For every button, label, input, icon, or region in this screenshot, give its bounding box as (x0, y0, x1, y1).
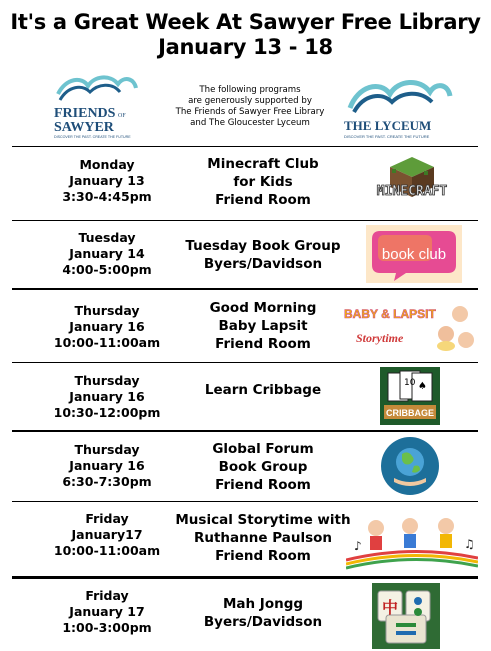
event-title-line: Friend Room (215, 477, 311, 493)
friends-of-sawyer-logo (48, 72, 140, 142)
lyceum-logo-tagline: DISCOVER THE PAST. CREATE THE FUTURE (344, 134, 430, 139)
event-title-line: Baby Lapsit (218, 318, 308, 334)
event-row (0, 221, 491, 288)
sponsor-header (0, 68, 491, 146)
event-title-line: Good Morning (209, 300, 317, 316)
svg-text:♠: ♠ (418, 381, 427, 392)
event-time: 1:00-3:00pm (62, 620, 152, 635)
event-date-text: January 13 (69, 173, 145, 188)
event-date (42, 588, 172, 636)
event-day: Tuesday (78, 230, 136, 245)
lyceum-logo-name: THE LYCEUM (344, 118, 432, 133)
event-title-line: Global Forum (212, 441, 314, 457)
event-title-line: Minecraft Club (207, 156, 319, 172)
event-day: Friday (85, 511, 129, 526)
page-title: It's a Great Week At Sawyer Free Library (10, 10, 481, 34)
event-row (0, 579, 491, 651)
event-row (0, 502, 491, 576)
event-title-line: Friend Room (215, 548, 311, 564)
event-title (158, 595, 368, 631)
event-title (158, 381, 368, 399)
event-day: Thursday (74, 442, 140, 457)
event-day: Thursday (74, 303, 140, 318)
support-line: are generously supported by (188, 96, 312, 106)
event-time: 10:00-11:00am (53, 335, 161, 350)
svg-text:♪: ♪ (354, 539, 362, 553)
book-club-image (366, 225, 462, 283)
event-row (0, 147, 491, 220)
event-date (42, 303, 172, 351)
cribbage-image (380, 367, 440, 425)
friends-logo-of: OF (118, 113, 126, 119)
event-title-line: Tuesday Book Group (185, 238, 341, 254)
friends-logo-word1: FRIENDS (54, 106, 116, 121)
event-title (158, 237, 368, 273)
baby-lapsit-storytime-image (342, 300, 476, 354)
lapsit-image-subtitle: Storytime (356, 331, 404, 345)
event-title-line: Mah Jongg (222, 596, 304, 612)
event-title-line: Byers/Davidson (203, 614, 323, 630)
event-date-text: January 16 (69, 319, 145, 334)
lapsit-image-title: BABY & LAPSIT (344, 307, 436, 321)
event-row (0, 290, 491, 362)
sponsorship-note (168, 85, 332, 129)
globe-in-hand-image (380, 436, 440, 496)
event-date-text: January 16 (69, 389, 145, 404)
mahjong-tiles-image (372, 583, 440, 649)
singing-children-image (346, 514, 478, 570)
event-day: Monday (79, 157, 135, 172)
event-day: Thursday (74, 373, 140, 388)
event-title-line: Musical Storytime with (175, 512, 351, 528)
event-time: 10:30-12:00pm (53, 405, 161, 420)
event-title-line: Byers/Davidson (203, 256, 323, 272)
event-title (158, 155, 368, 209)
event-date-text: January17 (71, 527, 143, 542)
svg-text:10: 10 (404, 378, 416, 388)
event-title-line: Learn Cribbage (204, 382, 322, 398)
event-date-text: January 17 (69, 604, 145, 619)
book-club-text: book club (381, 246, 447, 263)
svg-text:中: 中 (381, 598, 399, 617)
event-time: 10:00-11:00am (53, 543, 161, 558)
event-day: Friday (85, 588, 129, 603)
event-title-line: Friend Room (215, 192, 311, 208)
event-date (42, 442, 172, 490)
friends-logo-word2: SAWYER (54, 120, 114, 135)
minecraft-logo-text: MINECRAFT (376, 184, 448, 199)
event-date (42, 511, 172, 559)
event-date (42, 373, 172, 421)
event-title (158, 440, 368, 494)
friends-logo-tagline: DISCOVER THE PAST. CREATE THE FUTURE (54, 135, 131, 139)
event-date-text: January 14 (69, 246, 145, 261)
minecraft-logo-image (368, 155, 456, 207)
event-title-line: Ruthanne Paulson (193, 530, 333, 546)
lyceum-logo (336, 72, 456, 142)
event-title-line: Book Group (218, 459, 308, 475)
support-line: and The Gloucester Lyceum (190, 118, 310, 128)
event-title (158, 511, 368, 565)
support-line: The Friends of Sawyer Free Library (175, 107, 325, 117)
event-row (0, 363, 491, 430)
event-title-line: for Kids (233, 174, 293, 190)
event-date (42, 157, 172, 205)
cribbage-image-text: CRIBBAGE (385, 408, 435, 418)
event-date (42, 230, 172, 278)
event-row (0, 432, 491, 501)
svg-text:♫: ♫ (464, 537, 475, 551)
event-title-line: Friend Room (215, 336, 311, 352)
support-line: The following programs (199, 85, 301, 95)
event-time: 3:30-4:45pm (62, 189, 152, 204)
event-title (158, 299, 368, 353)
page-subtitle-dates: January 13 - 18 (158, 35, 333, 59)
event-time: 6:30-7:30pm (62, 474, 152, 489)
event-date-text: January 16 (69, 458, 145, 473)
event-time: 4:00-5:00pm (62, 262, 152, 277)
